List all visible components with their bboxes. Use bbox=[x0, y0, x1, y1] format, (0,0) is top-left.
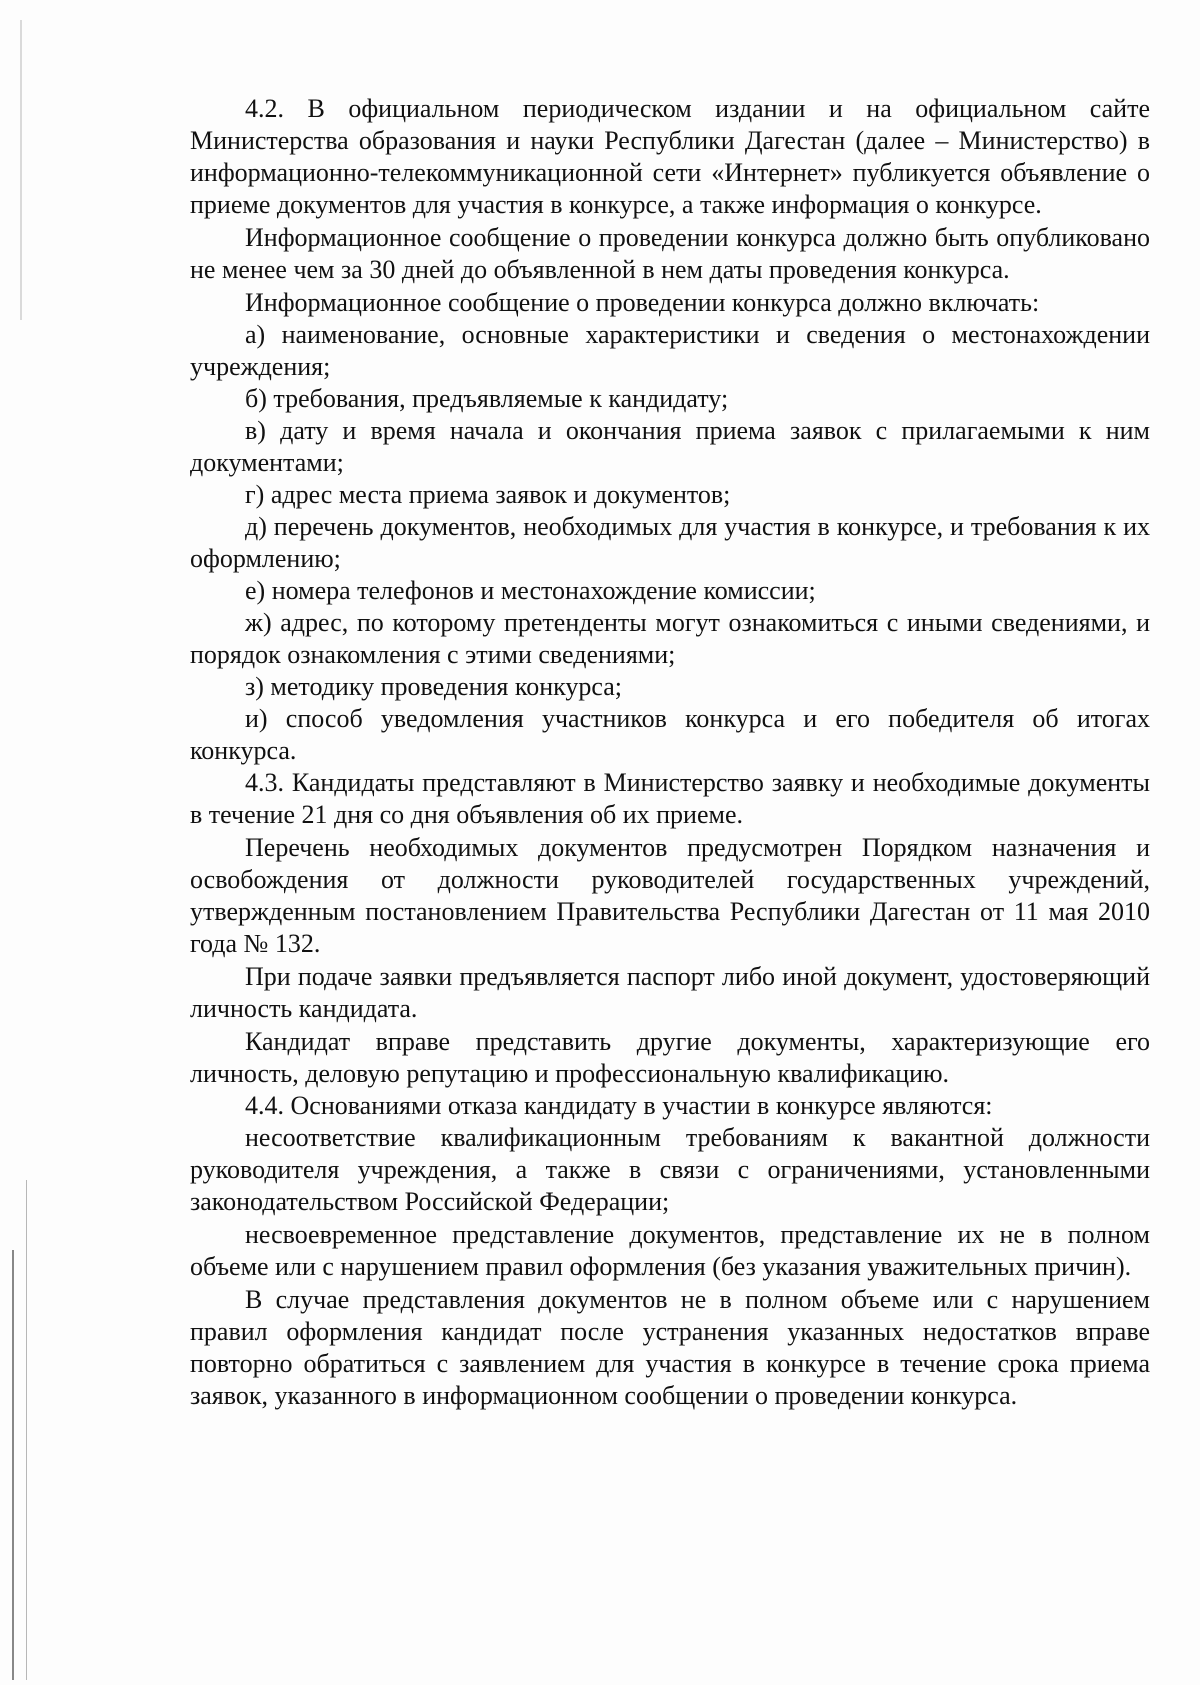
list-item: ж) адрес, по которому претенденты могут ознакомиться с иными сведениями, и порядок ознакомления с этими сведениями; bbox=[190, 608, 1150, 669]
list-item: несвоевременное представление документов, представление их не в полном объеме или с нарушением правил оформления (без указания уважительных причин). bbox=[190, 1220, 1150, 1281]
list-item: несоответствие квалификационным требованиям к вакантной должности руководителя учреждения, а также в связи с ограничениями, установленными законодательством Российской Федерации; bbox=[190, 1123, 1150, 1216]
paragraph-4-2: 4.2. В официальном периодическом издании и на официальном сайте Министерства образования и науки Республики Дагестан (далее – Министерство) в информационно-телекоммуникационной сети «Интернет» публикуется объявление о приеме документов для участия в конкурсе, а также информация о конкурсе. bbox=[190, 94, 1150, 219]
list-item: а) наименование, основные характеристики и сведения о местонахождении учреждения; bbox=[190, 320, 1150, 381]
list-item: и) способ уведомления участников конкурса и его победителя об итогах конкурса. bbox=[190, 704, 1150, 765]
list-item: г) адрес места приема заявок и документов; bbox=[245, 480, 731, 509]
scan-edge-mark bbox=[12, 1250, 14, 1680]
paragraph: В случае представления документов не в полном объеме или с нарушением правил оформления кандидат после устранения указанных недостатков вправе повторно обратиться с заявлением для участия в конкурсе в течение срока приема заявок, указанного в информационном сообщении о проведении конкурса. bbox=[190, 1285, 1150, 1410]
scan-edge-mark bbox=[20, 20, 22, 320]
paragraph: Перечень необходимых документов предусмотрен Порядком назначения и освобождения от должности руководителей государственных учреждений, утвержденным постановлением Правительства Республики Дагестан от 11 мая 2010 года № 132. bbox=[190, 833, 1150, 958]
paragraph: Информационное сообщение о проведении конкурса должно включать: bbox=[245, 288, 1040, 317]
list-item: б) требования, предъявляемые к кандидату; bbox=[245, 384, 729, 413]
list-item: з) методику проведения конкурса; bbox=[245, 672, 622, 701]
paragraph: Кандидат вправе представить другие документы, характеризующие его личность, деловую репутацию и профессиональную квалификацию. bbox=[190, 1027, 1150, 1088]
paragraph-4-3: 4.3. Кандидаты представляют в Министерство заявку и необходимые документы в течение 21 дня со дня объявления об их приеме. bbox=[190, 768, 1150, 829]
scan-edge-mark bbox=[26, 1180, 27, 1680]
list-item: д) перечень документов, необходимых для участия в конкурсе, и требования к их оформлению; bbox=[190, 512, 1150, 573]
paragraph: При подаче заявки предъявляется паспорт либо иной документ, удостоверяющий личность кандидата. bbox=[190, 962, 1150, 1023]
paragraph: Информационное сообщение о проведении конкурса должно быть опубликовано не менее чем за 30 дней до объявленной в нем даты проведения конкурса. bbox=[190, 223, 1150, 284]
paragraph-4-4: 4.4. Основаниями отказа кандидату в участии в конкурсе являются: bbox=[245, 1091, 993, 1120]
list-item: в) дату и время начала и окончания приема заявок с прилагаемыми к ним документами; bbox=[190, 416, 1150, 477]
list-item: е) номера телефонов и местонахождение комиссии; bbox=[245, 576, 816, 605]
document-body bbox=[190, 93, 1150, 1412]
